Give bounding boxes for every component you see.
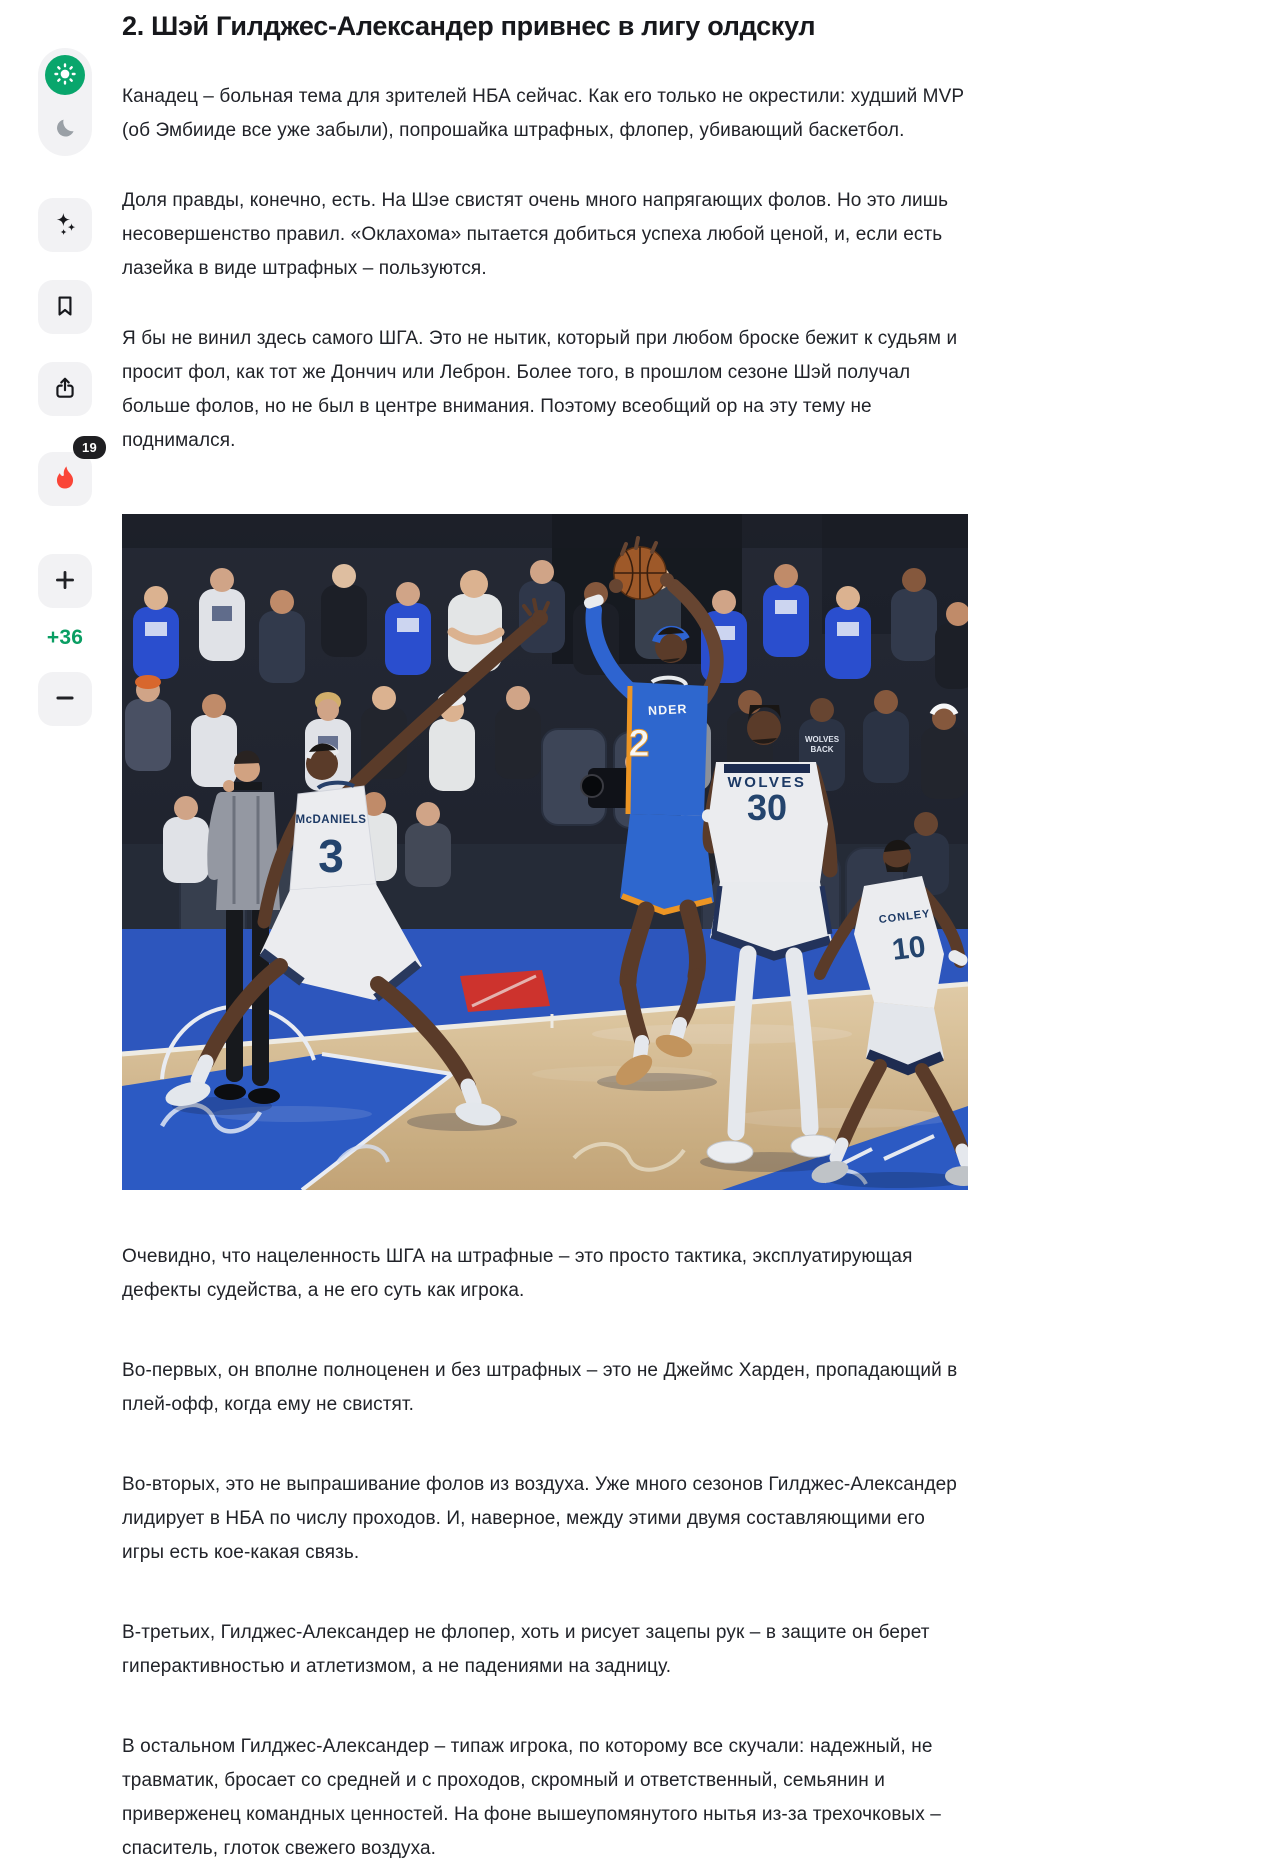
paragraph: Я бы не винил здесь самого ШГА. Это не нытик, который при любом броске бежит к судьям и просит фол, как тот же Дончич или Леброн. Более того, в прошлом сезоне Шэй получал больше фолов, но не был в центре внимания. Поэтому всеобщий ор на эту тему не поднимался. <box>122 328 958 451</box>
article-body <box>122 8 968 1866</box>
jersey-text-wolves: WOLVES <box>727 774 807 791</box>
fire-badge: 19 <box>73 436 106 459</box>
jersey-text-thunder: NDER <box>647 701 688 719</box>
jersey-text-mcdaniels: McDANIELS <box>295 814 367 826</box>
crowd-shirt-text: WOLVES <box>804 735 840 744</box>
jersey-text-conley: CONLEY <box>878 907 932 927</box>
dark-theme-button[interactable] <box>45 109 85 149</box>
hot-comments-button[interactable] <box>38 440 97 506</box>
moon-icon <box>53 116 77 143</box>
article-photo <box>122 514 968 1190</box>
paragraph: Очевидно, что нацеленность ШГА на штрафные – это просто тактика, эксплуатирующая дефекты судейства, а не его суть как игрока. <box>122 1246 913 1301</box>
sun-icon <box>52 61 78 90</box>
ai-summary-button[interactable] <box>38 198 92 252</box>
minus-icon <box>52 685 78 714</box>
left-toolbar <box>38 8 97 1872</box>
crowd-shirt-text: BACK <box>810 745 834 754</box>
basketball-game-illustration <box>122 514 968 1190</box>
jersey-number-sga: 2 <box>628 723 650 765</box>
paragraph: Во-вторых, это не выпрашивание фолов из воздуха. Уже много сезонов Гилджес-Александер лидирует в НБА по числу проходов. И, наверное, между этими двумя составляющими его игры есть кое-какая связь. <box>122 1474 957 1563</box>
light-theme-button[interactable] <box>45 55 85 95</box>
share-button[interactable] <box>38 362 92 416</box>
paragraph: Во-первых, он вполне полноценен и без штрафных – это не Джеймс Харден, пропадающий в плей-офф, когда ему не свистят. <box>122 1360 958 1415</box>
paragraph: В остальном Гилджес-Александер – типаж игрока, по которому все скучали: надежный, не травматик, бросает со средней и с проходов, скромный и ответственный, семьянин и приверженец командных ценностей. На фоне вышеупомянутого нытья из-за трехочковых – спаситель, глоток свежего воздуха. <box>122 1736 941 1859</box>
fire-icon <box>51 464 79 495</box>
theme-toggle <box>38 48 92 156</box>
vote-up-button[interactable] <box>38 554 92 608</box>
paragraph: Доля правды, конечно, есть. На Шэе свистят очень много напрягающих фолов. Но это лишь несовершенство правил. «Оклахома» пытается добиться успеха любой ценой, и, если есть лазейка в виде штрафных – пользуются. <box>122 190 949 279</box>
vote-down-button[interactable] <box>38 672 92 726</box>
jersey-number-conley: 10 <box>890 930 928 967</box>
sparkles-icon <box>51 210 79 241</box>
bookmark-icon <box>52 293 78 322</box>
plus-icon <box>52 567 78 596</box>
paragraph: Канадец – больная тема для зрителей НБА сейчас. Как его только не окрестили: худший MVP (об Эмбииде все уже забыли), попрошайка штрафных, флопер, убивающий баскетбол. <box>122 86 964 141</box>
jersey-number-mcdaniels: 3 <box>318 830 344 882</box>
section-heading: 2. Шэй Гилджес-Александер привнес в лигу олдскул <box>122 11 816 41</box>
bookmark-button[interactable] <box>38 280 92 334</box>
rating-score: +36 <box>46 626 84 649</box>
jersey-number-randle: 30 <box>746 787 788 828</box>
paragraph: В-третьих, Гилджес-Александер не флопер, хоть и рисует зацепы рук – в защите он берет гиперактивностью и атлетизмом, а не падениями на задницу. <box>122 1622 930 1677</box>
share-icon <box>52 375 78 404</box>
